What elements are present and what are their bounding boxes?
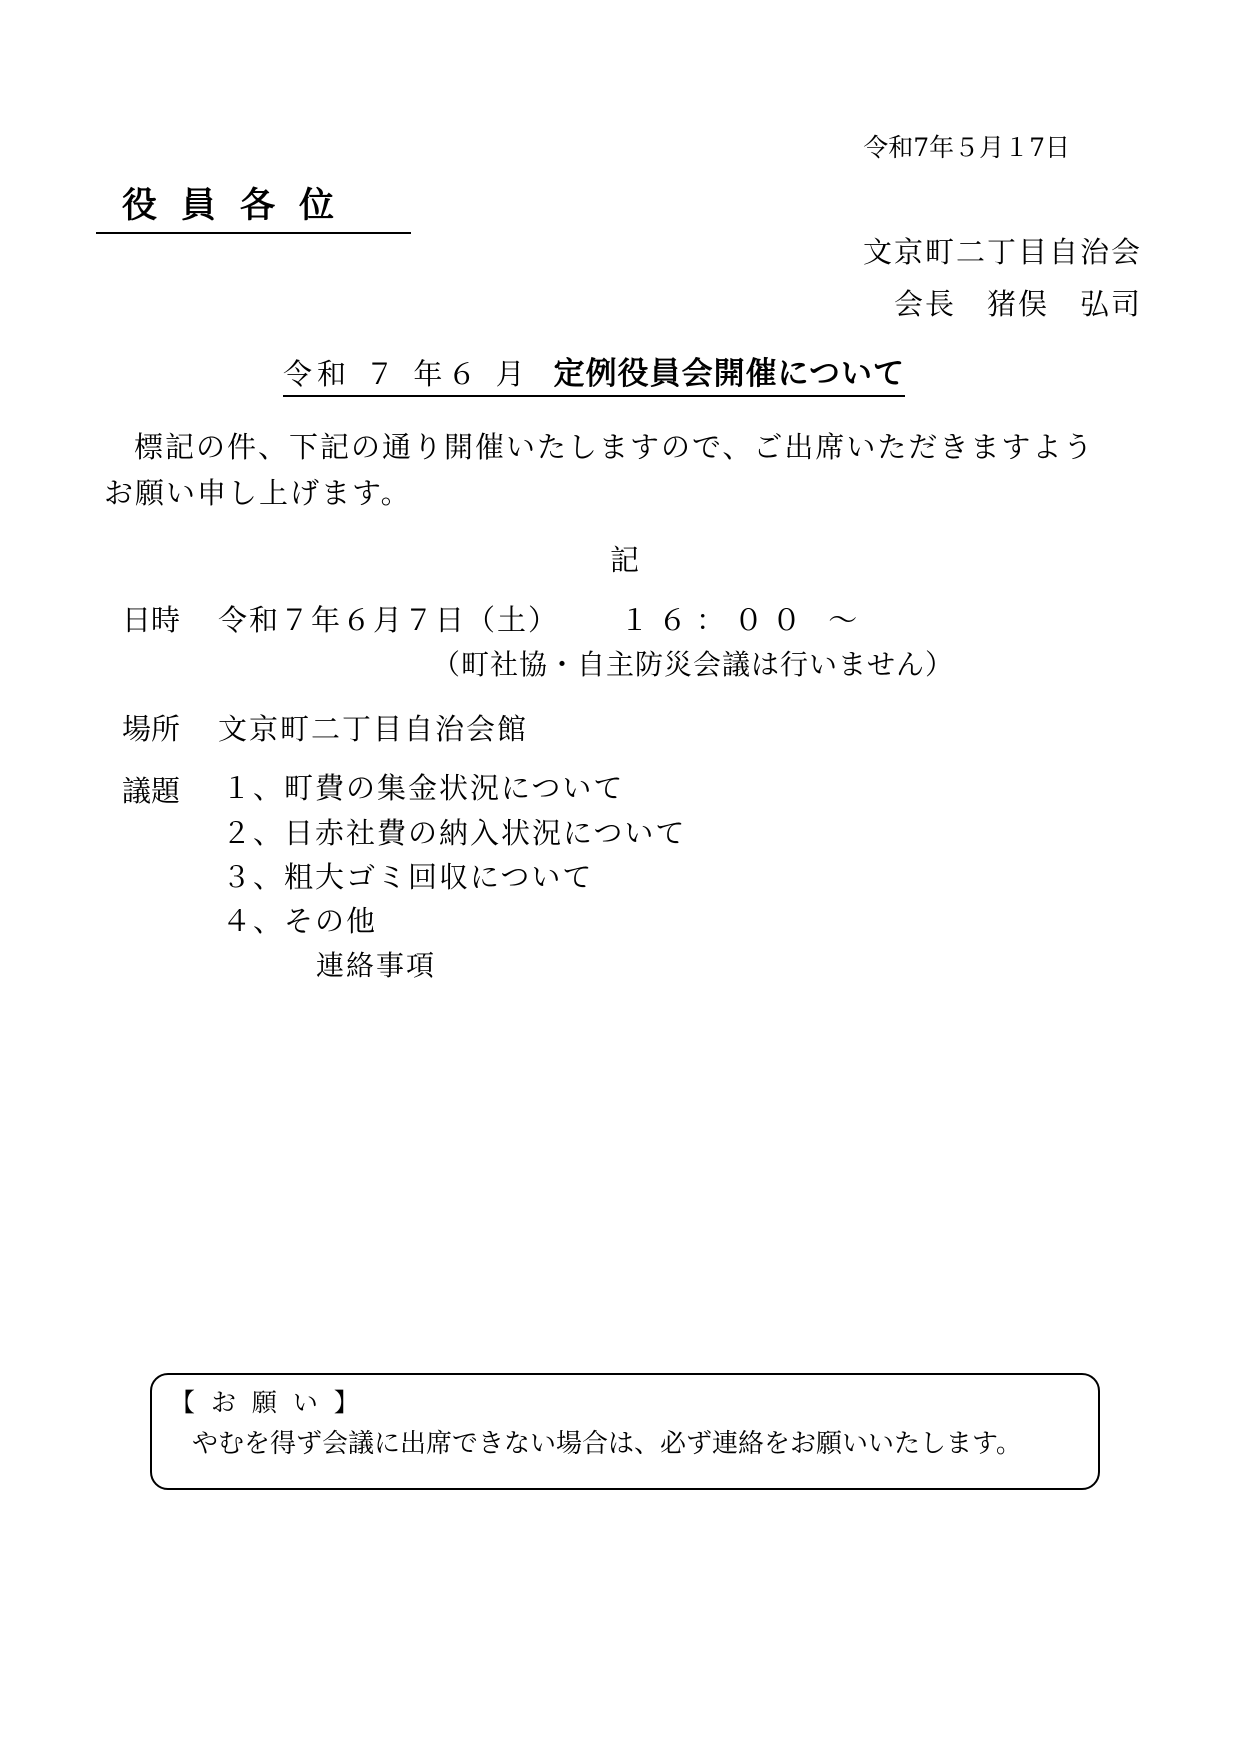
- datetime-value: 令和７年６月７日（土）: [218, 603, 560, 637]
- datetime-label: 日時: [122, 603, 181, 637]
- meeting-time: １６：００ ～: [620, 603, 867, 637]
- ki-heading: 記: [610, 543, 640, 577]
- request-title: 【 お 願 い 】: [170, 1388, 363, 1417]
- place-value: 文京町二丁目自治会館: [218, 712, 529, 746]
- request-box: [150, 1373, 1100, 1490]
- agenda-item: １、町費の集金状況について: [222, 771, 625, 805]
- agenda-subitem: 連絡事項: [316, 949, 437, 982]
- title-date: 令和 ７ 年６ 月: [283, 357, 530, 391]
- datetime-note: （町社協・自主防災会議は行いません）: [432, 648, 955, 681]
- document-date: 令和7年５月１7日: [863, 133, 1070, 162]
- body-paragraph: 標記の件、下記の通り開催いたしますので、ご出席いただきますようお願い申し上げます。: [104, 430, 1095, 510]
- sender-organization: 文京町二丁目自治会: [862, 235, 1142, 269]
- request-text: やむを得ず会議に出席できない場合は、必ず連絡をお願いいたします。: [192, 1429, 1022, 1459]
- agenda-label: 議題: [122, 774, 181, 808]
- addressee: 役員各位: [96, 178, 411, 234]
- agenda-item: ３、粗大ゴミ回収について: [222, 860, 594, 894]
- document-title: [283, 348, 905, 397]
- agenda-item: ２、日赤社費の納入状況について: [222, 816, 687, 850]
- sender-president: 会長 猪俣 弘司: [893, 287, 1142, 321]
- title-main: 定例役員会開催について: [553, 356, 906, 392]
- place-label: 場所: [122, 712, 181, 746]
- agenda-item: ４、その他: [222, 904, 378, 938]
